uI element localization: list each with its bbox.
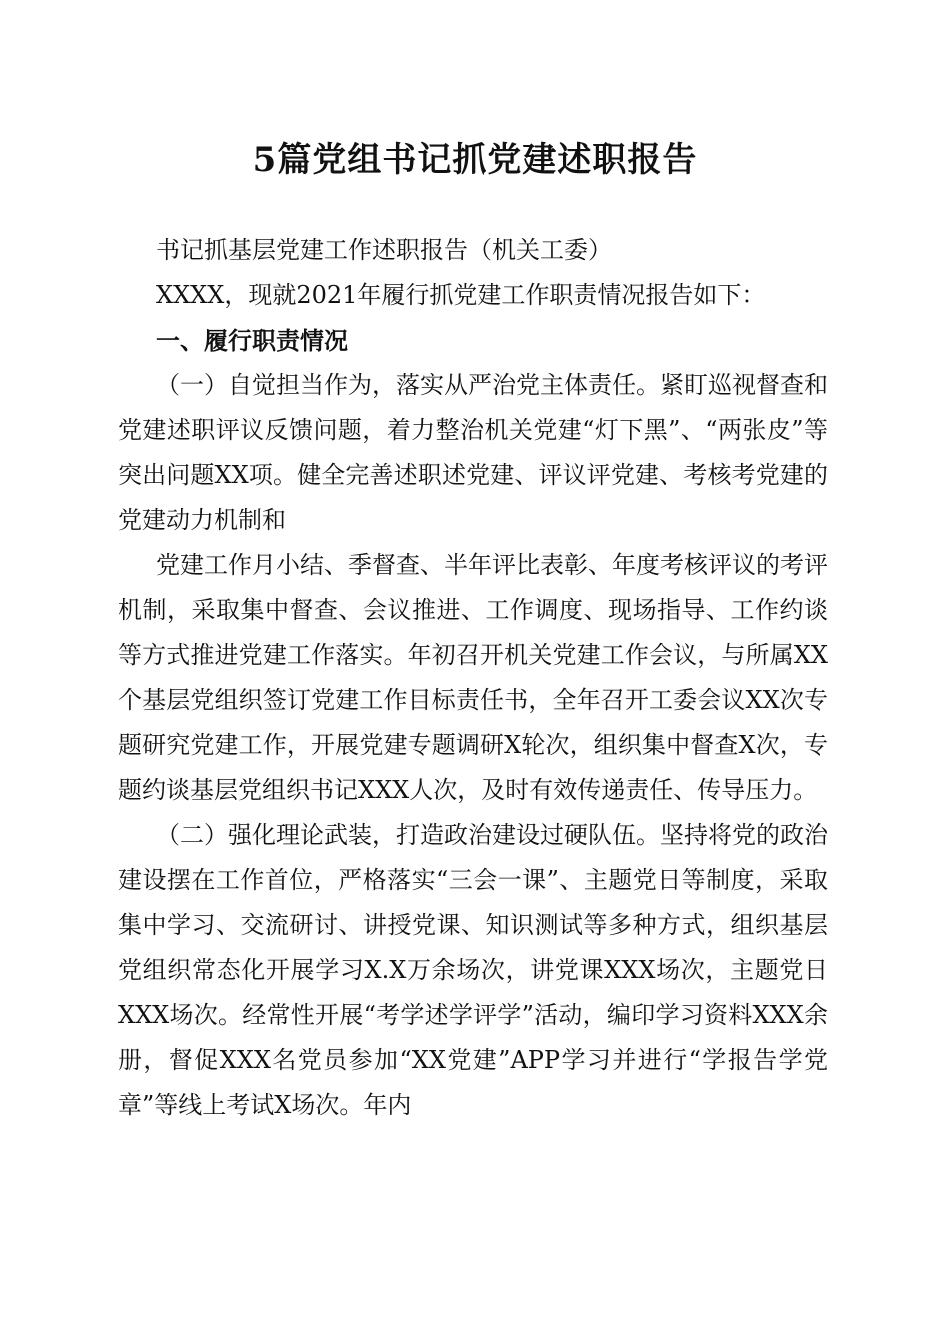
- document-title: 5篇党组书记抓党建述职报告: [252, 140, 698, 180]
- report-subtitle: 书记抓基层党建工作述职报告（机关工委）: [156, 236, 612, 264]
- section-heading: 一、履行职责情况: [156, 326, 348, 355]
- intro-paragraph: XXXX，现就2021年履行抓党建工作职责情况报告如下：: [156, 281, 766, 309]
- body-paragraph-1: （一）自觉担当作为，落实从严治党主体责任。紧盯巡视督查和党建述职评议反馈问题，着力整治机关党建“灯下黑”、“两张皮”等突出问题XX项。健全完善述职述党建、评议评党建、考核考党建的党建动力机制和: [118, 371, 828, 534]
- body-paragraph-3: （二）强化理论武装，打造政治建设过硬队伍。坚持将党的政治建设摆在工作首位，严格落实“三会一课”、主题党日等制度，采取集中学习、交流研讨、讲授党课、知识测试等多种方式，组织基层党组织常态化开展学习X.X万余场次，讲党课XXX场次，主题党日XXX场次。经常性开展“考学述学评学”活动，编印学习资料XXX余册，督促XXX名党员参加“XX党建”APP学习并进行“学报告学党章”等线上考试X场次。年内: [118, 821, 828, 1119]
- body-paragraph-2: 党建工作月小结、季督查、半年评比表彰、年度考核评议的考评机制，采取集中督查、会议推进、工作调度、现场指导、工作约谈等方式推进党建工作落实。年初召开机关党建工作会议，与所属XX个基层党组织签订党建工作目标责任书，全年召开工委会议XX次专题研究党建工作，开展党建专题调研X轮次，组织集中督查X次，专题约谈基层党组织书记XXX人次，及时有效传递责任、传导压力。: [118, 551, 828, 804]
- document-body: [118, 228, 828, 1128]
